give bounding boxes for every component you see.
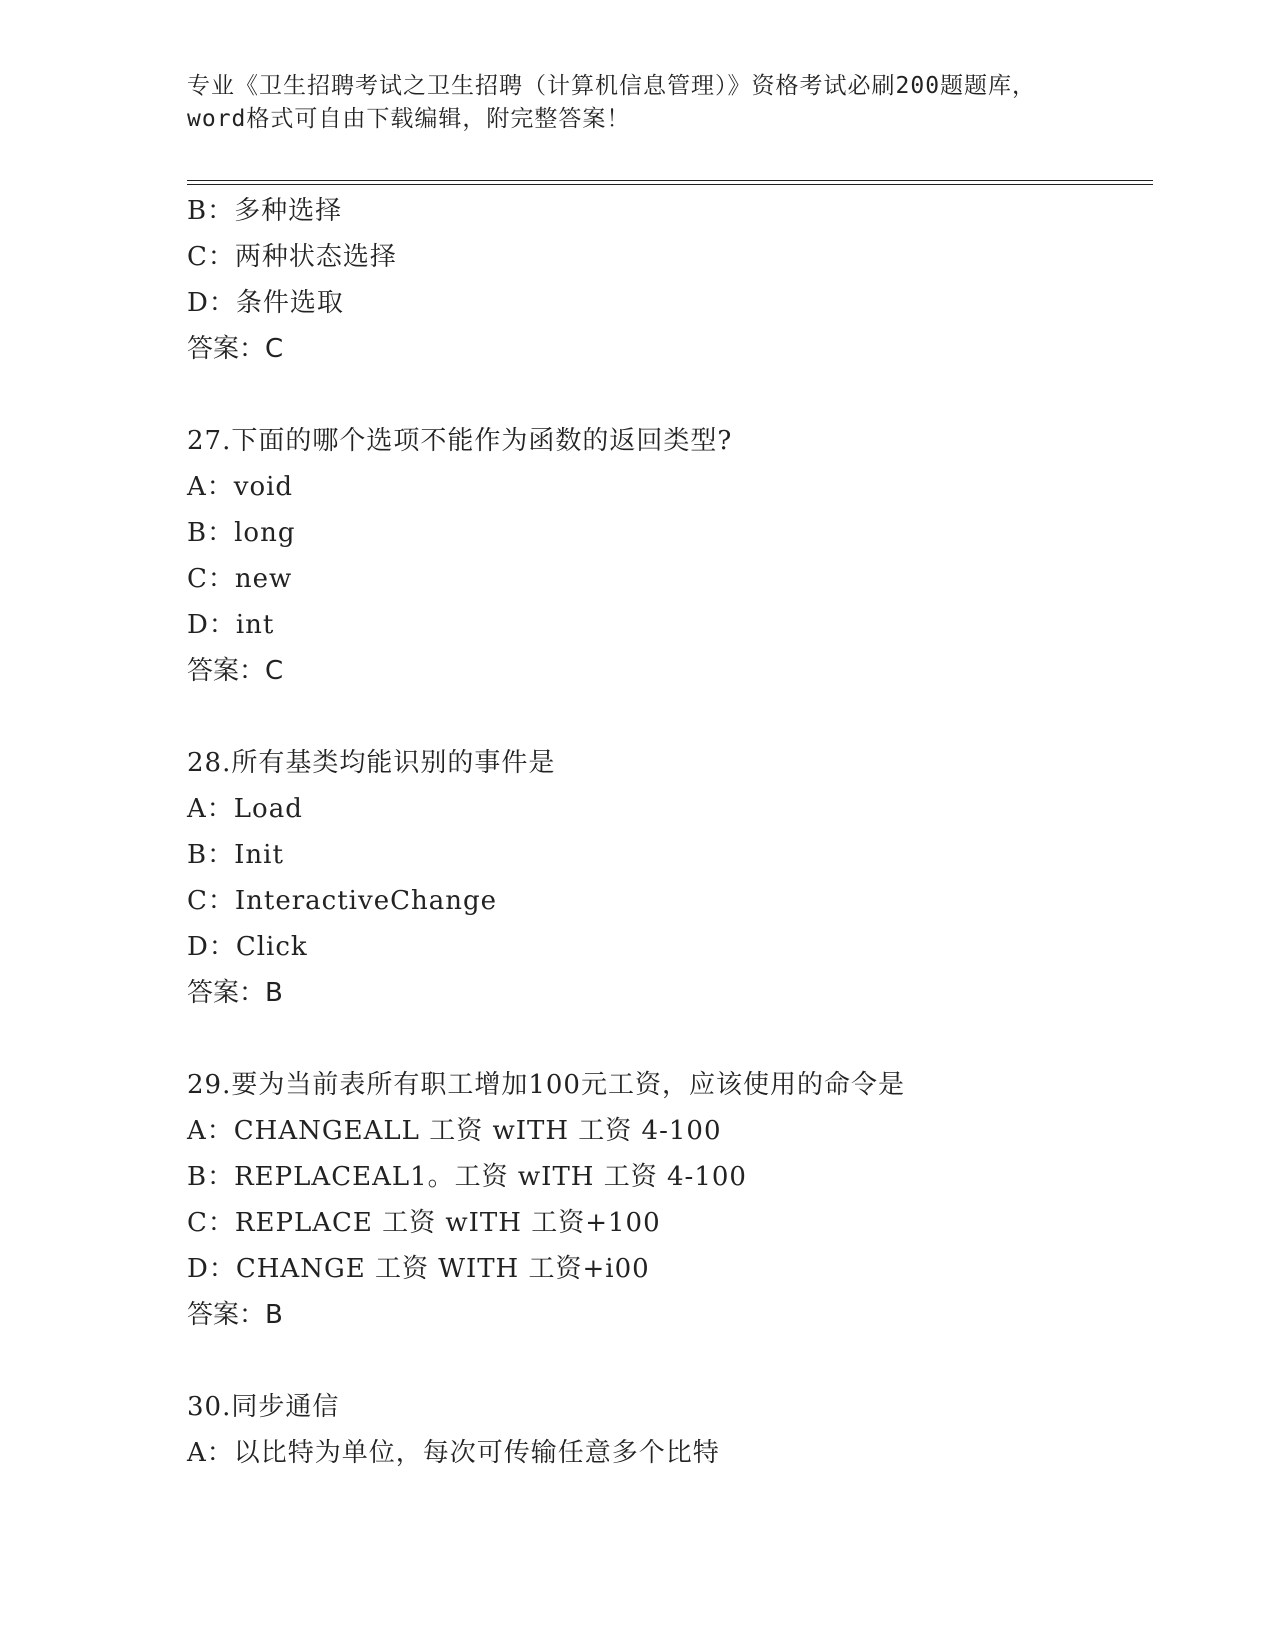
question-text: 30.同步通信 [187,1392,340,1422]
question-text: 29.要为当前表所有职工增加100元工资，应该使用的命令是 [187,1070,905,1100]
answer: 答案：B [187,978,283,1008]
question-list [187,188,1167,1476]
option-a: A：以比特为单位，每次可传输任意多个比特 [187,1438,720,1468]
option-b: B：long [187,518,296,548]
document-header [187,70,1087,136]
question-29 [187,1062,1167,1338]
option-b: B：Init [187,840,284,870]
header-divider-bottom [187,184,1153,185]
option-d: D：Click [187,932,308,962]
question-27 [187,418,1167,694]
prev-question-block [187,188,1167,372]
option-a: A：Load [187,794,303,824]
question-text: 28.所有基类均能识别的事件是 [187,748,556,778]
answer: 答案：C [187,334,284,364]
answer: 答案：C [187,656,284,686]
option-d: D：条件选取 [187,288,344,318]
header-line-1: 专业《卫生招聘考试之卫生招聘（计算机信息管理）》资格考试必刷200题题库， [187,73,1037,99]
option-b: B：REPLACEAL1。工资 wITH 工资 4-100 [187,1162,747,1192]
header-divider-top [187,180,1153,181]
option-c: C：REPLACE 工资 wITH 工资+100 [187,1208,661,1238]
option-d: D：int [187,610,275,640]
option-c: C：new [187,564,293,594]
answer: 答案：B [187,1300,283,1330]
option-a: A：CHANGEALL 工资 wITH 工资 4-100 [187,1116,722,1146]
question-text: 27.下面的哪个选项不能作为函数的返回类型? [187,426,733,456]
option-d: D：CHANGE 工资 WITH 工资+i00 [187,1254,650,1284]
question-30 [187,1384,1167,1476]
option-a: A：void [187,472,294,502]
option-c: C：InteractiveChange [187,886,497,916]
question-28 [187,740,1167,1016]
header-line-2: word格式可自由下载编辑，附完整答案！ [187,106,631,132]
option-b: B：多种选择 [187,196,343,226]
option-c: C：两种状态选择 [187,242,397,272]
